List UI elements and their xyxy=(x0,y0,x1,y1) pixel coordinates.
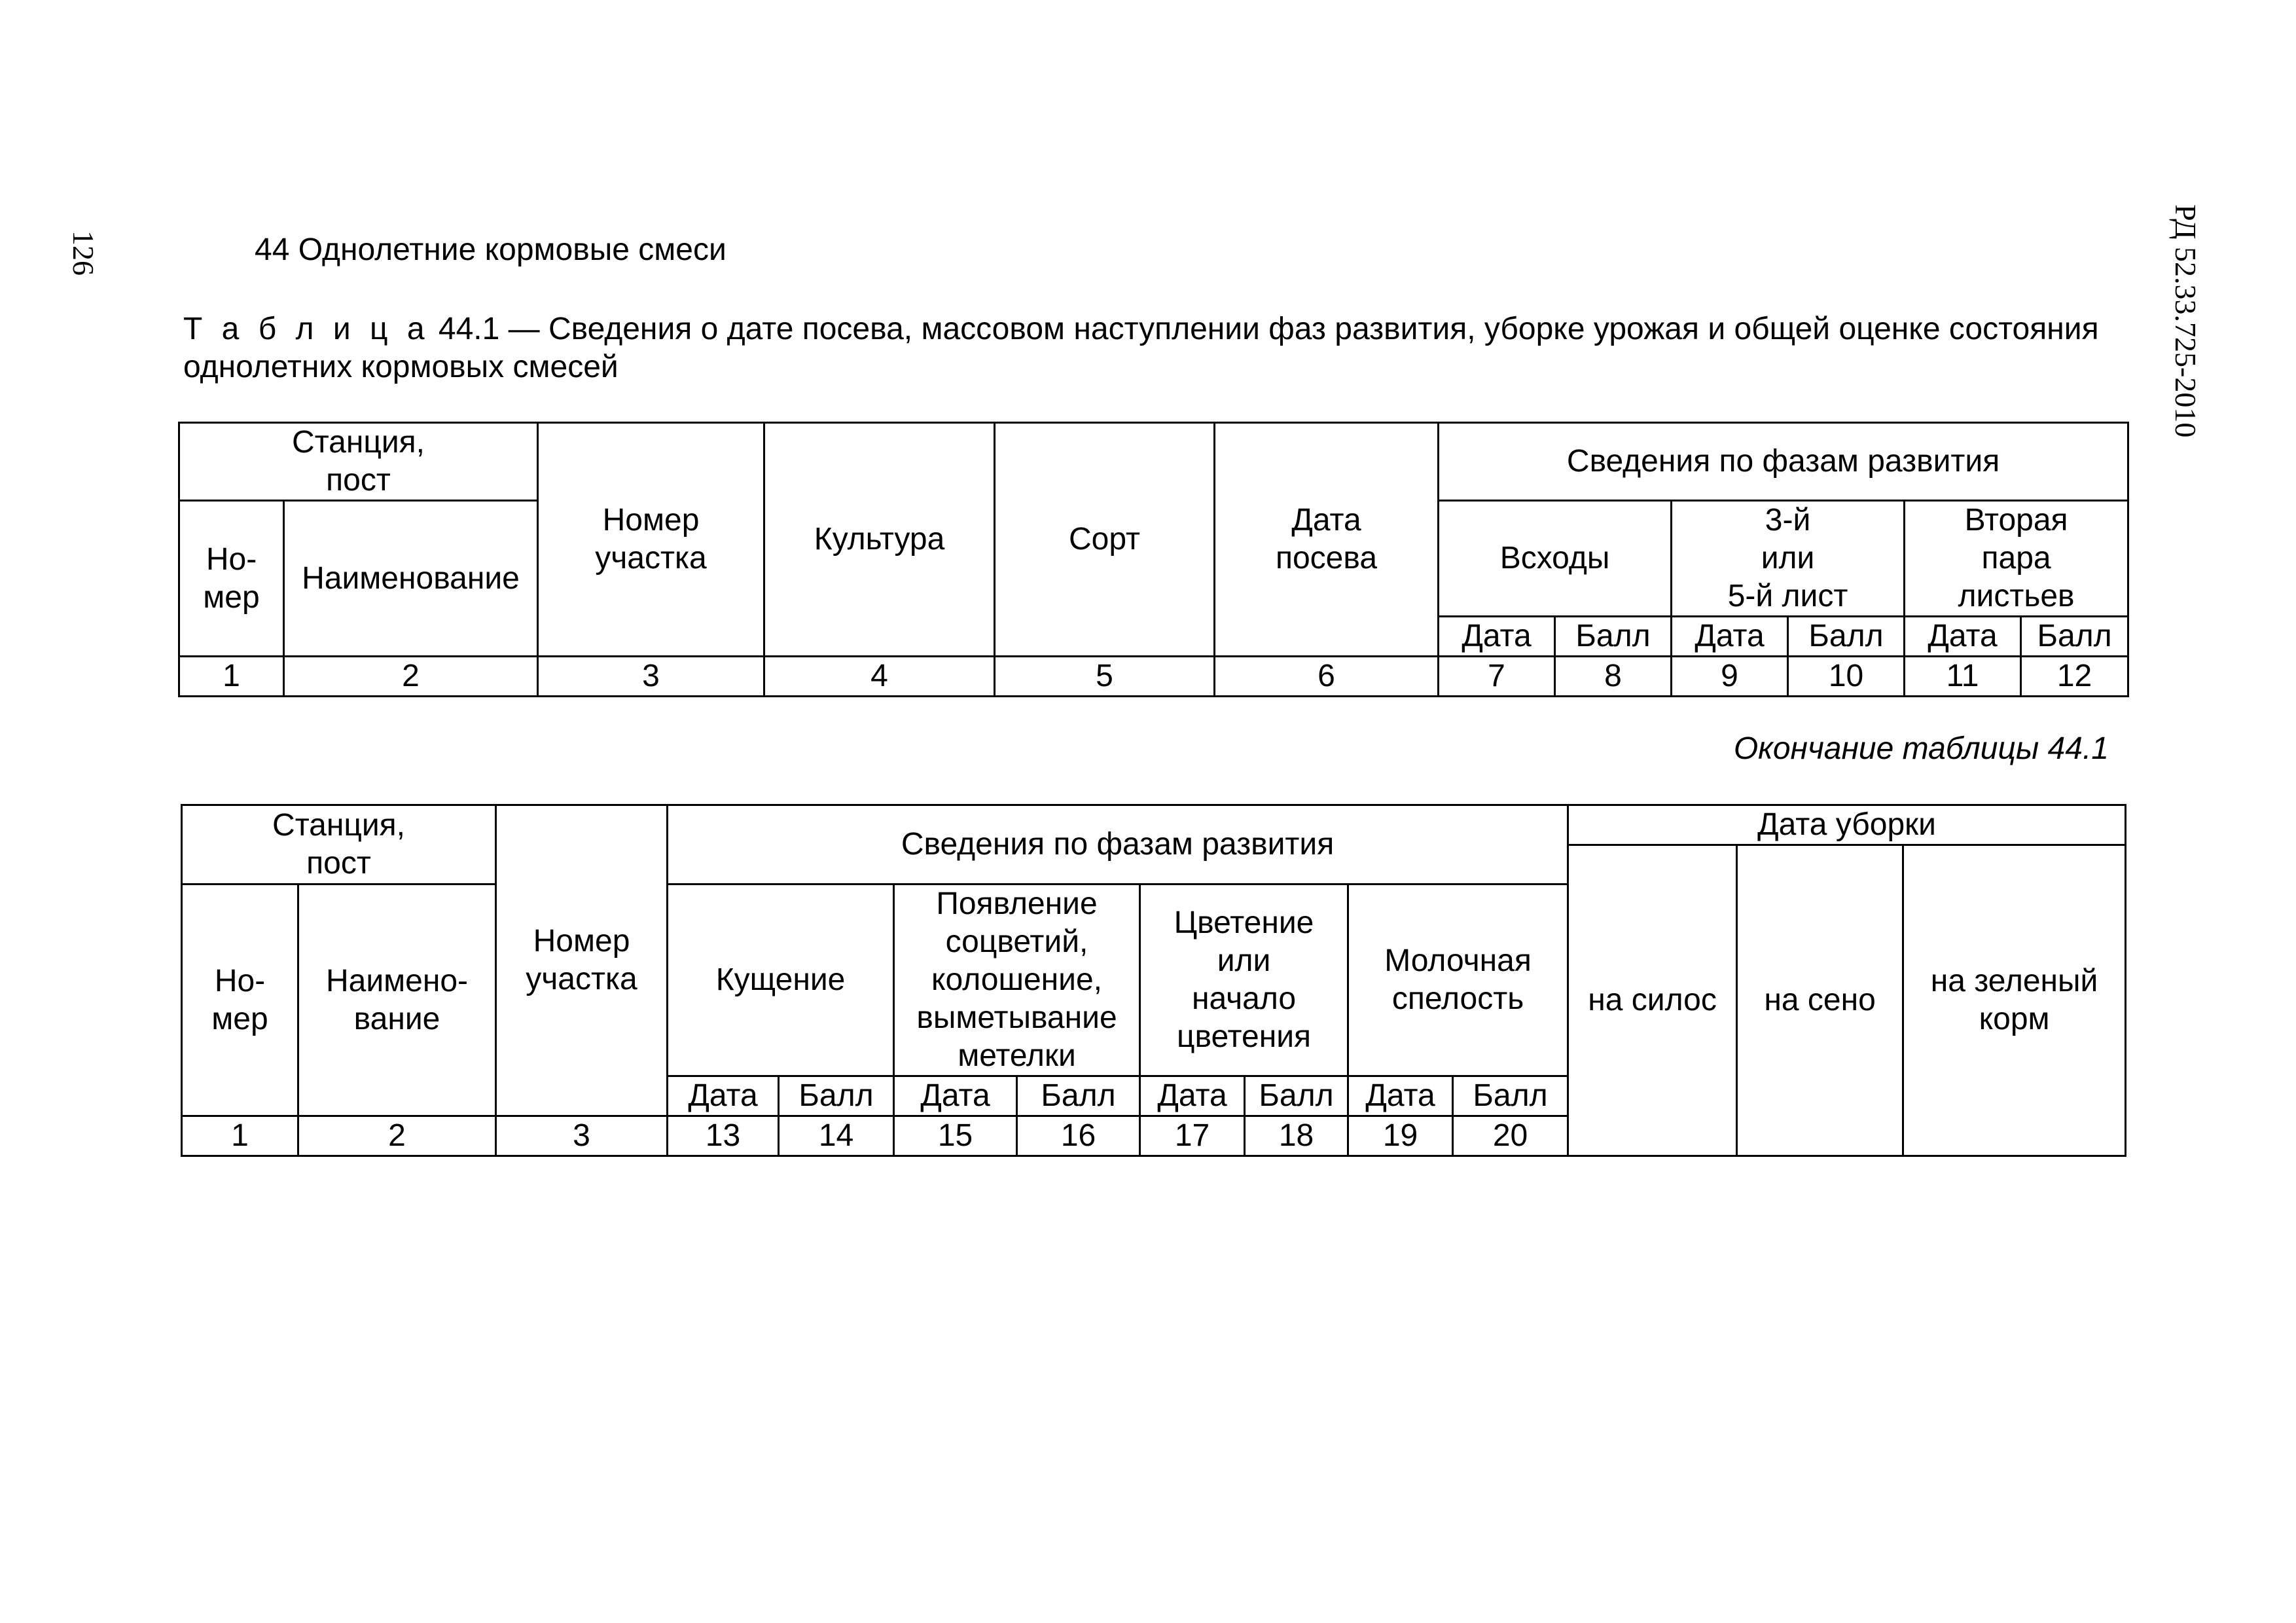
header-leaf-3-or-5: 3-й или 5-й лист xyxy=(1672,501,1905,617)
header-score: Балл xyxy=(1245,1076,1348,1116)
header-hay: на сено xyxy=(1737,845,1903,1156)
header-tillering: Кущение xyxy=(668,884,894,1076)
column-number-cell: 12 xyxy=(2021,657,2128,697)
table-caption xyxy=(183,310,2147,386)
header-development-phases: Сведения по фазам развития xyxy=(1439,423,2128,501)
header-name: Наимено- вание xyxy=(298,884,496,1116)
header-score: Балл xyxy=(2021,617,2128,657)
header-harvest-date: Дата уборки xyxy=(1568,805,2126,845)
section-title: 44 Однолетние кормовые смеси xyxy=(255,232,726,267)
header-score: Балл xyxy=(1788,617,1905,657)
header-date: Дата xyxy=(894,1076,1017,1116)
header-silage: на силос xyxy=(1568,845,1737,1156)
column-number-cell: 10 xyxy=(1788,657,1905,697)
header-flowering: Цветение или начало цветения xyxy=(1140,884,1348,1076)
column-number-cell: 1 xyxy=(179,657,284,697)
column-number-row xyxy=(179,657,2128,697)
column-number-cell: 14 xyxy=(779,1116,894,1156)
header-score: Балл xyxy=(1017,1076,1140,1116)
column-number-cell: 16 xyxy=(1017,1116,1140,1156)
header-second-leaf-pair: Вторая пара листьев xyxy=(1905,501,2128,617)
document-code: РД 52.33.725-2010 xyxy=(2169,204,2202,438)
header-score: Балл xyxy=(779,1076,894,1116)
column-number-cell: 1 xyxy=(182,1116,298,1156)
header-station-post: Станция, пост xyxy=(179,423,538,501)
caption-text: 44.1 — Сведения о дате посева, массовом наступлении фаз развития, уборке урожая и общей оценке состояния однолетних кормовых смесей xyxy=(183,312,2099,384)
column-number-cell: 3 xyxy=(496,1116,668,1156)
header-emergence: Всходы xyxy=(1439,501,1672,617)
header-number: Но- мер xyxy=(179,501,284,657)
header-date: Дата xyxy=(1672,617,1788,657)
column-number-cell: 11 xyxy=(1905,657,2021,697)
header-sowing-date: Дата посева xyxy=(1215,423,1439,657)
header-name: Наименование xyxy=(284,501,538,657)
header-date: Дата xyxy=(1439,617,1555,657)
header-date: Дата xyxy=(1905,617,2021,657)
column-number-cell: 7 xyxy=(1439,657,1555,697)
column-number-cell: 20 xyxy=(1453,1116,1568,1156)
column-number-cell: 19 xyxy=(1348,1116,1453,1156)
header-variety: Сорт xyxy=(995,423,1215,657)
column-number-cell: 18 xyxy=(1245,1116,1348,1156)
header-date: Дата xyxy=(668,1076,779,1116)
column-number-cell: 2 xyxy=(284,657,538,697)
header-score: Балл xyxy=(1453,1076,1568,1116)
caption-prefix: Т а б л и ц а xyxy=(183,312,430,346)
header-plot-number: Номер участка xyxy=(496,805,668,1116)
table-44-1-part-2 xyxy=(181,804,2126,1157)
header-heading: Появление соцветий, колошение, выметывание метелки xyxy=(894,884,1140,1076)
table-44-1-part-1 xyxy=(178,422,2129,697)
column-number-cell: 3 xyxy=(538,657,764,697)
header-station-post: Станция, пост xyxy=(182,805,496,884)
column-number-cell: 8 xyxy=(1555,657,1672,697)
continuation-label: Окончание таблицы 44.1 xyxy=(1733,731,2109,766)
page-number: 126 xyxy=(67,230,100,276)
column-number-cell: 17 xyxy=(1140,1116,1245,1156)
header-plot-number: Номер участка xyxy=(538,423,764,657)
header-milk-ripeness: Молочная спелость xyxy=(1348,884,1568,1076)
column-number-cell: 4 xyxy=(764,657,995,697)
column-number-cell: 15 xyxy=(894,1116,1017,1156)
column-number-cell: 6 xyxy=(1215,657,1439,697)
column-number-cell: 9 xyxy=(1672,657,1788,697)
header-crop: Культура xyxy=(764,423,995,657)
header-date: Дата xyxy=(1348,1076,1453,1116)
header-green-feed: на зеленый корм xyxy=(1903,845,2126,1156)
column-number-cell: 5 xyxy=(995,657,1215,697)
column-number-cell: 2 xyxy=(298,1116,496,1156)
header-number: Но- мер xyxy=(182,884,298,1116)
column-number-cell: 13 xyxy=(668,1116,779,1156)
header-score: Балл xyxy=(1555,617,1672,657)
header-date: Дата xyxy=(1140,1076,1245,1116)
header-development-phases: Сведения по фазам развития xyxy=(668,805,1568,884)
